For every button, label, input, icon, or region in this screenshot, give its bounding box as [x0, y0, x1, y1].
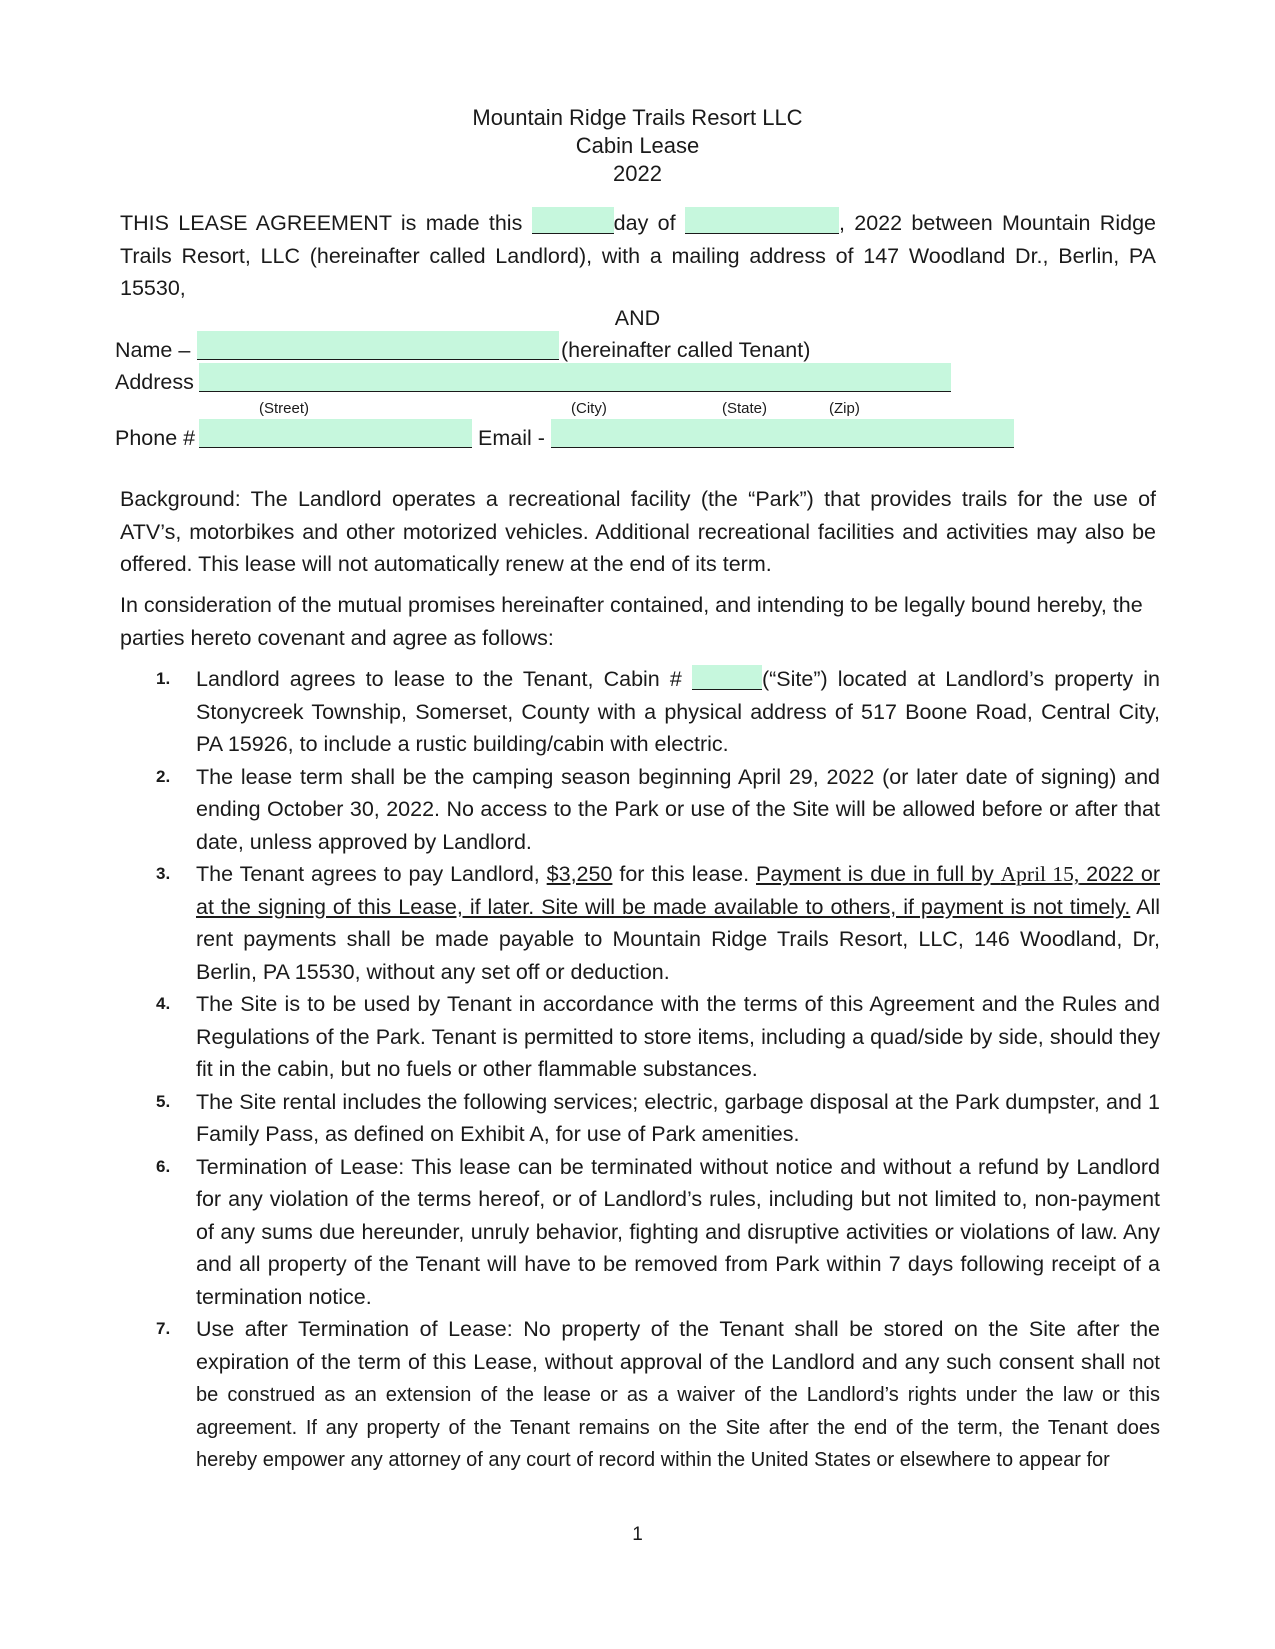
intro-text-1: THIS LEASE AGREEMENT is made this — [120, 211, 532, 235]
month-field[interactable] — [685, 207, 839, 234]
name-field[interactable] — [197, 331, 559, 360]
city-label: (City) — [571, 400, 607, 417]
name-suffix: (hereinafter called Tenant) — [561, 338, 811, 362]
day-field[interactable] — [532, 207, 614, 234]
background-paragraph: Background: The Landlord operates a recreational facility (the “Park”) that provides trails for the use of ATV’s, motorbikes and other motorized vehicles. Additional recreational facilities and activities may also be offered. This lease will not automatically renew at the end of its term. — [120, 487, 1156, 576]
term-item-4: 4. The Site is to be used by Tenant in accordance with the terms of this Agreement and the Rules and Regulations of the Park. Tenant is permitted to store items, including a quad/side by side, should they fit in the cabin, but no fuels or other flammable substances. — [120, 988, 1160, 1086]
street-label: (Street) — [259, 400, 310, 417]
term-number: 1. — [156, 669, 171, 688]
document-title: Cabin Lease — [575, 133, 700, 158]
term-item-7: 7. Use after Termination of Lease: No property of the Tenant shall be stored on the Site after the expiration of the term of this Lease, without approval of the Landlord and any such consent shall not be construed as an extension of the lease or as a waiver of the Landlord’s rights under the law or this agreement. If any property of the Tenant remains on the Site after the end of the term, the Tenant does hereby empower any attorney of any court of record within the United States or elsewhere to appear for — [120, 1313, 1160, 1476]
and-label: AND — [614, 306, 661, 330]
state-label: (State) — [722, 400, 768, 417]
document-year: 2022 — [613, 161, 662, 186]
document-header — [0, 104, 1275, 188]
term-number: 6. — [156, 1156, 171, 1176]
zip-label: (Zip) — [829, 400, 860, 417]
term-number: 4. — [156, 994, 171, 1013]
email-field[interactable] — [551, 419, 1014, 448]
consideration-paragraph: In consideration of the mutual promises hereinafter contained, and intending to be legally bound hereby, the parties hereto covenant and agree as follows: — [120, 593, 1143, 650]
intro-text-2: day of — [613, 211, 685, 235]
terms-list — [120, 663, 1160, 1476]
term-item-3: 3. The Tenant agrees to pay Landlord, $3,250 for this lease. Payment is due in full by April 15, 2022 or at the signing of this Lease, if later. Site will be made available to others, if payment is not timely. All rent payments shall be made payable to Mountain Ridge Trails Resort, LLC, 146 Woodland, Dr, Berlin, PA 15530, without any set off or deduction. — [120, 858, 1160, 988]
term-item-6: 6. Termination of Lease: This lease can be terminated without notice and without a refund by Landlord for any violation of the terms hereof, or of Landlord’s rules, including but not limited to, non-payment of any sums due hereunder, unruly behavior, fighting and disruptive activities or violations of law. Any and all property of the Tenant will have to be removed from Park within 7 days following receipt of a termination notice. — [120, 1151, 1160, 1314]
term-number: 5. — [156, 1091, 171, 1111]
term-number: 2. — [156, 766, 171, 786]
name-label: Name – — [115, 338, 191, 362]
phone-label: Phone # — [115, 426, 196, 450]
term-item-1: 1. Landlord agrees to lease to the Tenant, Cabin # (“Site”) located at Landlord’s property in Stonycreek Township, Somerset, County with a physical address of 517 Boone Road, Central City, PA 15926, to include a rustic building/cabin with electric. — [120, 663, 1160, 761]
term-number: 7. — [156, 1319, 171, 1338]
payment-terms: Payment is due in full by April 15, 2022 or at the signing of this Lease, if later. Site will be made available to others, if payment is not timely. — [196, 862, 1160, 919]
term-item-2: 2. The lease term shall be the camping season beginning April 29, 2022 (or later date of signing) and ending October 30, 2022. No access to the Park or use of the Site will be allowed before or after that date, unless approved by Landlord. — [120, 761, 1160, 859]
term-number: 3. — [156, 864, 171, 883]
rent-amount: $3,250 — [546, 862, 613, 886]
intro-paragraph — [120, 207, 1156, 305]
cabin-number-field[interactable] — [692, 665, 762, 690]
term-item-5: 5. The Site rental includes the following services; electric, garbage disposal at the Park dumpster, and 1 Family Pass, as defined on Exhibit A, for use of Park amenities. — [120, 1086, 1160, 1151]
phone-field[interactable] — [199, 419, 472, 448]
email-label: Email - — [478, 426, 545, 450]
intro-text-3: , 2022 between Mountain Ridge Trails Resort, LLC (hereinafter called Landlord), with a mailing address of 147 Woodland Dr., Berlin, PA 15530, — [120, 211, 1156, 300]
address-label: Address — [115, 370, 194, 394]
address-field[interactable] — [199, 363, 951, 392]
page-number: 1 — [632, 1524, 643, 1545]
company-name: Mountain Ridge Trails Resort LLC — [472, 105, 803, 130]
